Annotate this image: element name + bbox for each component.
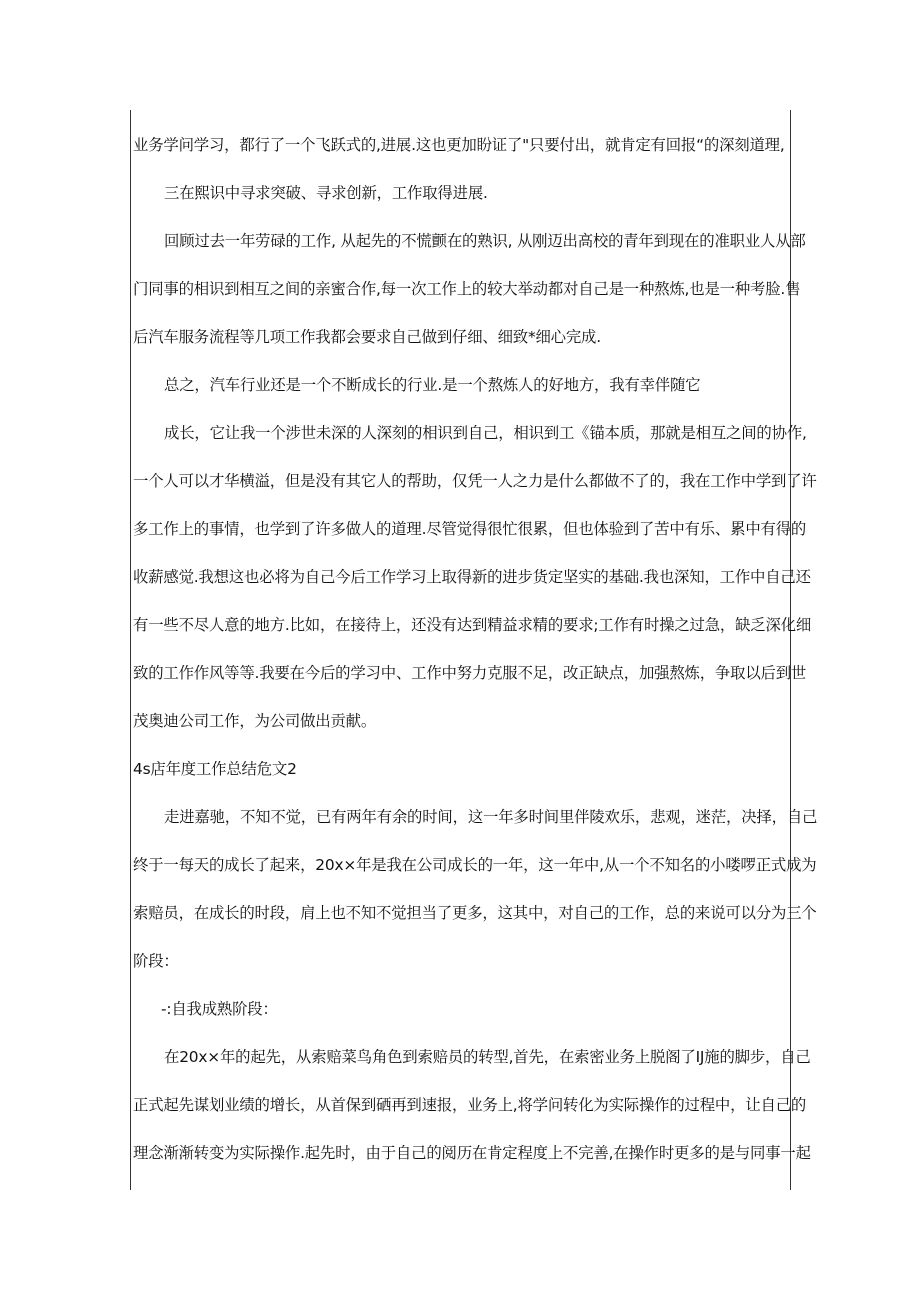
paragraph-line: 后汽车服务流程等几项工作我都会要求自己做到仔细、细致*细心完成. [133,328,601,346]
paragraph-line: 正式起先谋划业绩的增长，从首保到硒再到速报，业务上,将学问转化为实际操作的过程中，让自己的 [133,1096,807,1114]
paragraph-line: 有一些不尽人意的地方.比如，在接待上，还没有达到精益求精的要求;工作有时操之过急，缺乏深化细 [133,616,812,634]
paragraph-line: 茂奥迪公司工作，为公司做出贡献。 [133,712,377,730]
paragraph-line: 三在熙识中寻求突破、寻求创新，工作取得进展. [164,184,488,202]
paragraph-line: 终于一每天的成长了起来，20x×年是我在公司成长的一年，这一年中,从一个不知名的小喽啰正式成为 [133,856,817,874]
paragraph-line: 致的工作作风等等.我要在今后的学习中、工作中努力克服不足，改正缺点，加强熬炼，争取以后到世 [133,664,807,682]
subsection-heading: -:自我成熟阶段： [161,1000,278,1018]
paragraph-line: 多工作上的事情，也学到了许多做人的道理.尽管觉得很忙很累，但也体验到了苦中有乐、累中有得的 [133,520,807,538]
paragraph-line: 总之，汽车行业还是一个不断成长的行业.是一个熬炼人的好地方，我有幸伴随它 [164,376,701,394]
paragraph-line: 在20x×年的起先，从索赔菜鸟角色到索赔员的转型,首先，在索密业务上脱阁了IJ施的脚步，自己 [164,1048,811,1066]
paragraph-line: 阶段： [133,952,179,970]
paragraph-line: 回顾过去一年劳碌的工作, 从起先的不慌颤在的熟识, 从刚迈出高校的青年到现在的准职业人从部 [164,232,806,250]
paragraph-line: 索赔员，在成长的时段，肩上也不知不觉担当了更多，这其中，对自己的工作，总的来说可以分为三个 [133,904,817,922]
paragraph-line: 成长，它让我一个涉世未深的人深刻的相识到自己，相识到工《锚本质，那就是相互之间的协作, [164,424,807,442]
paragraph-line: 走进嘉驰，不知不觉，已有两年有余的时间，这一年多时间里伴陵欢乐，悲观，迷茫，决择，自己 [164,808,818,826]
paragraph-line: 一个人可以才华横溢，但是没有其它人的帮助，仅凭一人之力是什么都做不了的，我在工作中学到了许 [133,472,817,490]
paragraph-line: 门同事的相识到相互之间的亲蜜合作,每一次工作上的较大举动都对自己是一种熬炼,也是一种考脸.售 [133,280,801,298]
paragraph-line: 业务学问学习，都行了一个飞跃式的,进展.这也更加盼证了"只要付出，就肯定有回报“的深刻道理, [133,136,785,154]
section-heading: 4s店年度工作总结危文2 [133,760,297,778]
paragraph-line: 理念渐渐转变为实际操作.起先时，由于自己的阅历在肯定程度上不完善,在操作时更多的是与同事一起 [133,1144,811,1162]
paragraph-line: 收薪感觉.我想这也必将为自己今后工作学习上取得新的进步货定坚实的基础.我也深知，工作中自己还 [133,568,811,586]
page-frame [130,110,791,1190]
